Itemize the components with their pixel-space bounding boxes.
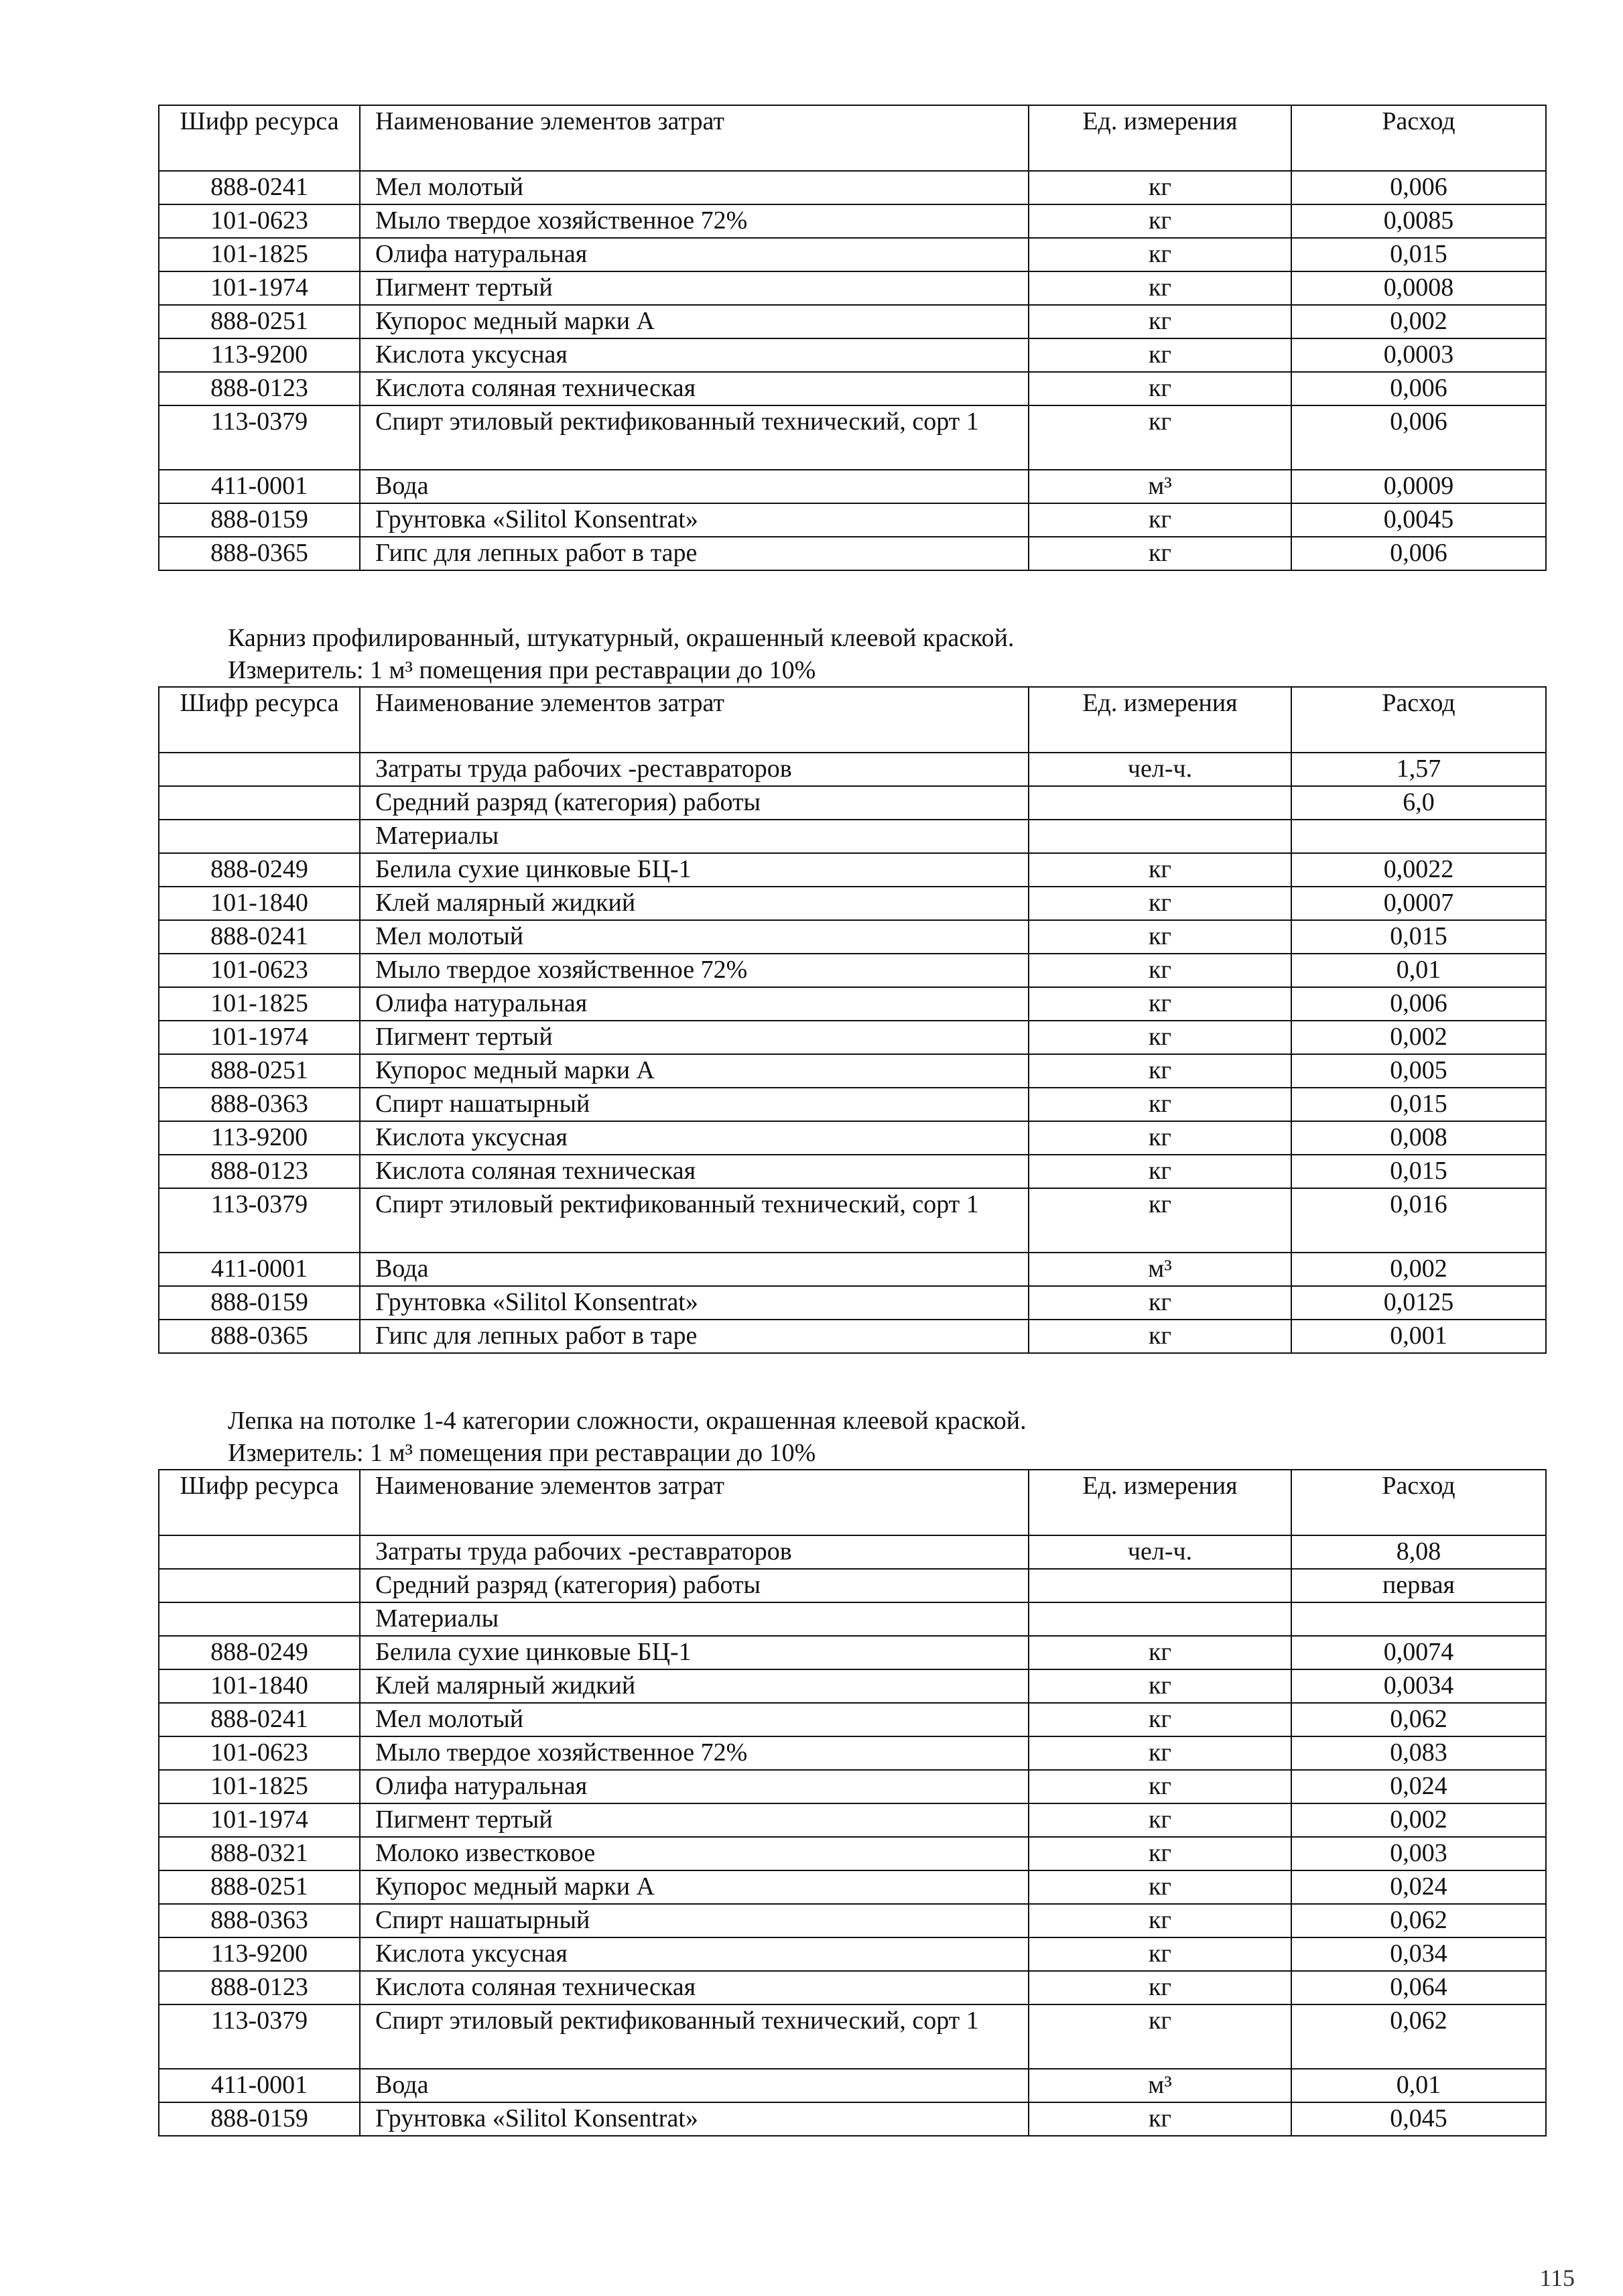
cell-unit: кг bbox=[1029, 238, 1291, 271]
cell-code: 888-0363 bbox=[159, 1904, 360, 1937]
cell-qty: 0,002 bbox=[1291, 1021, 1546, 1054]
cell-name: Пигмент тертый bbox=[360, 271, 1029, 305]
cell-qty bbox=[1291, 1602, 1546, 1636]
cell-qty: 0,006 bbox=[1291, 171, 1546, 204]
cell-qty: 0,006 bbox=[1291, 987, 1546, 1021]
table-row bbox=[159, 405, 1546, 470]
cell-qty: 0,0125 bbox=[1291, 1286, 1546, 1320]
table-row bbox=[159, 2102, 1546, 2136]
cell-qty: 0,083 bbox=[1291, 1736, 1546, 1770]
table-row bbox=[159, 1803, 1546, 1837]
cell-code: 888-0241 bbox=[159, 1703, 360, 1736]
table-row bbox=[159, 1088, 1546, 1121]
cell-qty: 0,005 bbox=[1291, 1054, 1546, 1088]
cell-unit: кг bbox=[1029, 405, 1291, 470]
table-row bbox=[159, 987, 1546, 1021]
section-2 bbox=[158, 622, 1520, 1354]
cell-code: 888-0241 bbox=[159, 171, 360, 204]
table-row bbox=[159, 305, 1546, 338]
cell-code: 101-1825 bbox=[159, 1770, 360, 1803]
cell-qty: 0,015 bbox=[1291, 1155, 1546, 1188]
cell-code: 888-0123 bbox=[159, 1971, 360, 2004]
cell-code bbox=[159, 786, 360, 820]
table-row bbox=[159, 1904, 1546, 1937]
cell-qty: 0,024 bbox=[1291, 1870, 1546, 1904]
cell-code: 888-0363 bbox=[159, 1088, 360, 1121]
col-header-code: Шифр ресурса bbox=[159, 1470, 360, 1535]
cell-qty: 0,0074 bbox=[1291, 1636, 1546, 1669]
col-header-unit: Ед. измерения bbox=[1029, 1470, 1291, 1535]
section-meter: Измеритель: 1 м³ помещения при реставрации до 10% bbox=[228, 656, 816, 684]
cell-name: Мел молотый bbox=[360, 920, 1029, 954]
cell-unit bbox=[1029, 1569, 1291, 1602]
cell-qty: 0,0003 bbox=[1291, 338, 1546, 372]
section-meter: Измеритель: 1 м³ помещения при реставрации до 10% bbox=[228, 1439, 816, 1467]
table-row bbox=[159, 1021, 1546, 1054]
table-row bbox=[159, 470, 1546, 503]
cell-name: Гипс для лепных работ в таре bbox=[360, 1320, 1029, 1353]
table-row bbox=[159, 1320, 1546, 1353]
table-row bbox=[159, 1121, 1546, 1155]
cell-code: 888-0251 bbox=[159, 305, 360, 338]
cell-code bbox=[159, 1569, 360, 1602]
cell-unit: чел-ч. bbox=[1029, 753, 1291, 786]
cell-name: Затраты труда рабочих -реставраторов bbox=[360, 753, 1029, 786]
cell-name: Белила сухие цинковые БЦ-1 bbox=[360, 853, 1029, 887]
cell-name: Спирт этиловый ректификованный технический, сорт 1 bbox=[360, 1188, 1029, 1253]
cell-name: Мыло твердое хозяйственное 72% bbox=[360, 204, 1029, 238]
cell-name: Грунтовка «Silitol Konsentrat» bbox=[360, 2102, 1029, 2136]
cell-unit: кг bbox=[1029, 1870, 1291, 1904]
table-row bbox=[159, 2004, 1546, 2069]
cell-name: Кислота соляная техническая bbox=[360, 372, 1029, 405]
table-row bbox=[159, 887, 1546, 920]
cell-name: Купорос медный марки А bbox=[360, 1870, 1029, 1904]
cell-unit: кг bbox=[1029, 1320, 1291, 1353]
cell-unit: м³ bbox=[1029, 1253, 1291, 1286]
cell-code: 113-9200 bbox=[159, 338, 360, 372]
table-row bbox=[159, 338, 1546, 372]
cell-code: 113-0379 bbox=[159, 1188, 360, 1253]
table-row bbox=[159, 954, 1546, 987]
cell-unit: кг bbox=[1029, 1736, 1291, 1770]
col-header-code: Шифр ресурса bbox=[159, 105, 360, 171]
cell-unit: кг bbox=[1029, 1837, 1291, 1870]
col-header-qty: Расход bbox=[1291, 1470, 1546, 1535]
cell-unit: кг bbox=[1029, 987, 1291, 1021]
cell-code: 888-0159 bbox=[159, 1286, 360, 1320]
cell-qty: 0,002 bbox=[1291, 1253, 1546, 1286]
cell-qty: 0,062 bbox=[1291, 2004, 1546, 2069]
table-body-3 bbox=[159, 1535, 1546, 2136]
cell-code: 888-0159 bbox=[159, 503, 360, 537]
cell-code: 101-0623 bbox=[159, 1736, 360, 1770]
cell-unit: м³ bbox=[1029, 2069, 1291, 2102]
cell-qty: 0,006 bbox=[1291, 372, 1546, 405]
cell-code bbox=[159, 1602, 360, 1636]
cell-unit: кг bbox=[1029, 954, 1291, 987]
cell-qty: 0,002 bbox=[1291, 1803, 1546, 1837]
cell-name: Олифа натуральная bbox=[360, 238, 1029, 271]
cell-unit: кг bbox=[1029, 1904, 1291, 1937]
cell-qty: 6,0 bbox=[1291, 786, 1546, 820]
cell-name: Купорос медный марки А bbox=[360, 305, 1029, 338]
cell-name: Клей малярный жидкий bbox=[360, 1669, 1029, 1703]
table-row bbox=[159, 1569, 1546, 1602]
cell-qty: 0,006 bbox=[1291, 405, 1546, 470]
cell-name: Молоко известковое bbox=[360, 1837, 1029, 1870]
cell-name: Спирт этиловый ректификованный технический, сорт 1 bbox=[360, 2004, 1029, 2069]
cell-unit: кг bbox=[1029, 271, 1291, 305]
table-row bbox=[159, 753, 1546, 786]
cell-qty: 0,034 bbox=[1291, 1937, 1546, 1971]
cell-qty: 0,01 bbox=[1291, 954, 1546, 987]
table-row bbox=[159, 1837, 1546, 1870]
cell-name: Пигмент тертый bbox=[360, 1021, 1029, 1054]
cell-code: 101-1840 bbox=[159, 887, 360, 920]
cell-name: Грунтовка «Silitol Konsentrat» bbox=[360, 503, 1029, 537]
cell-name: Гипс для лепных работ в таре bbox=[360, 537, 1029, 570]
table-row bbox=[159, 1253, 1546, 1286]
table-row bbox=[159, 1736, 1546, 1770]
table-row bbox=[159, 820, 1546, 853]
cell-name: Спирт нашатырный bbox=[360, 1904, 1029, 1937]
cell-qty: 0,0009 bbox=[1291, 470, 1546, 503]
cell-name: Вода bbox=[360, 470, 1029, 503]
table-row bbox=[159, 372, 1546, 405]
table-row bbox=[159, 1669, 1546, 1703]
table-row bbox=[159, 1286, 1546, 1320]
cell-qty: 0,0022 bbox=[1291, 853, 1546, 887]
table-row bbox=[159, 1937, 1546, 1971]
cell-name: Олифа натуральная bbox=[360, 1770, 1029, 1803]
cell-name: Олифа натуральная bbox=[360, 987, 1029, 1021]
cell-qty: 0,003 bbox=[1291, 1837, 1546, 1870]
cell-name: Средний разряд (категория) работы bbox=[360, 1569, 1029, 1602]
cell-unit: кг bbox=[1029, 503, 1291, 537]
cell-unit: кг bbox=[1029, 2102, 1291, 2136]
cell-name: Пигмент тертый bbox=[360, 1803, 1029, 1837]
table-row bbox=[159, 503, 1546, 537]
cell-name: Кислота уксусная bbox=[360, 1937, 1029, 1971]
table-row bbox=[159, 271, 1546, 305]
cell-qty: 1,57 bbox=[1291, 753, 1546, 786]
cell-code: 888-0365 bbox=[159, 1320, 360, 1353]
col-header-unit: Ед. измерения bbox=[1029, 687, 1291, 753]
cell-qty: 0,002 bbox=[1291, 305, 1546, 338]
cell-unit: кг bbox=[1029, 2004, 1291, 2069]
cell-name: Вода bbox=[360, 2069, 1029, 2102]
cell-unit: кг bbox=[1029, 1703, 1291, 1736]
cell-unit: кг bbox=[1029, 1188, 1291, 1253]
cell-name: Материалы bbox=[360, 1602, 1029, 1636]
table-row bbox=[159, 1870, 1546, 1904]
cell-unit: кг bbox=[1029, 1054, 1291, 1088]
table-body-2 bbox=[159, 753, 1546, 1353]
cell-unit: кг bbox=[1029, 1155, 1291, 1188]
cell-qty: 0,062 bbox=[1291, 1703, 1546, 1736]
cell-unit: м³ bbox=[1029, 470, 1291, 503]
cell-code: 888-0251 bbox=[159, 1054, 360, 1088]
cell-code: 101-1974 bbox=[159, 271, 360, 305]
cell-qty: 0,0008 bbox=[1291, 271, 1546, 305]
col-header-unit: Ед. измерения bbox=[1029, 105, 1291, 171]
cell-unit: кг bbox=[1029, 372, 1291, 405]
cell-unit: кг bbox=[1029, 1803, 1291, 1837]
cell-code: 888-0251 bbox=[159, 1870, 360, 1904]
col-header-qty: Расход bbox=[1291, 687, 1546, 753]
col-header-name: Наименование элементов затрат bbox=[360, 105, 1029, 171]
table-row bbox=[159, 786, 1546, 820]
table-row bbox=[159, 1054, 1546, 1088]
cell-name: Средний разряд (категория) работы bbox=[360, 786, 1029, 820]
table-row bbox=[159, 1602, 1546, 1636]
cell-name: Мел молотый bbox=[360, 171, 1029, 204]
cell-name: Белила сухие цинковые БЦ-1 bbox=[360, 1636, 1029, 1669]
cell-unit: кг bbox=[1029, 920, 1291, 954]
cell-unit: кг bbox=[1029, 305, 1291, 338]
cell-unit: кг bbox=[1029, 204, 1291, 238]
cell-unit: кг bbox=[1029, 537, 1291, 570]
cell-name: Затраты труда рабочих -реставраторов bbox=[360, 1535, 1029, 1569]
page-number: 115 bbox=[1539, 2265, 1575, 2291]
col-header-name: Наименование элементов затрат bbox=[360, 687, 1029, 753]
table-row bbox=[159, 171, 1546, 204]
cell-code: 101-1825 bbox=[159, 238, 360, 271]
cell-name: Мыло твердое хозяйственное 72% bbox=[360, 954, 1029, 987]
cell-unit: кг bbox=[1029, 853, 1291, 887]
cell-code: 101-0623 bbox=[159, 204, 360, 238]
resource-table-2 bbox=[158, 686, 1547, 1354]
col-header-code: Шифр ресурса bbox=[159, 687, 360, 753]
cell-unit bbox=[1029, 786, 1291, 820]
cell-code: 113-0379 bbox=[159, 405, 360, 470]
table-header-row bbox=[159, 105, 1546, 171]
cell-name: Грунтовка «Silitol Konsentrat» bbox=[360, 1286, 1029, 1320]
table-row bbox=[159, 1971, 1546, 2004]
cell-name: Спирт этиловый ректификованный технический, сорт 1 bbox=[360, 405, 1029, 470]
cell-qty: 0,0085 bbox=[1291, 204, 1546, 238]
cell-qty: 0,016 bbox=[1291, 1188, 1546, 1253]
cell-qty: 0,01 bbox=[1291, 2069, 1546, 2102]
cell-qty: 0,045 bbox=[1291, 2102, 1546, 2136]
cell-name: Купорос медный марки А bbox=[360, 1054, 1029, 1088]
cell-unit: чел-ч. bbox=[1029, 1535, 1291, 1569]
cell-unit: кг bbox=[1029, 1669, 1291, 1703]
cell-code: 411-0001 bbox=[159, 2069, 360, 2102]
cell-code: 888-0249 bbox=[159, 853, 360, 887]
cell-qty: 0,064 bbox=[1291, 1971, 1546, 2004]
section-title: Лепка на потолке 1-4 категории сложности, окрашенная клеевой краской. bbox=[228, 1407, 1027, 1435]
section-3 bbox=[158, 1405, 1520, 2136]
cell-qty: 0,015 bbox=[1291, 920, 1546, 954]
cell-unit: кг bbox=[1029, 171, 1291, 204]
cell-qty: 0,008 bbox=[1291, 1121, 1546, 1155]
cell-unit: кг bbox=[1029, 1121, 1291, 1155]
cell-code bbox=[159, 753, 360, 786]
cell-unit: кг bbox=[1029, 1971, 1291, 2004]
cell-name: Кислота соляная техническая bbox=[360, 1971, 1029, 2004]
cell-name: Клей малярный жидкий bbox=[360, 887, 1029, 920]
table-row bbox=[159, 920, 1546, 954]
table-row bbox=[159, 204, 1546, 238]
table-row bbox=[159, 1770, 1546, 1803]
cell-code: 101-0623 bbox=[159, 954, 360, 987]
cell-code: 101-1840 bbox=[159, 1669, 360, 1703]
table-header-row bbox=[159, 1470, 1546, 1535]
resource-table-3 bbox=[158, 1469, 1547, 2136]
cell-code: 888-0123 bbox=[159, 1155, 360, 1188]
cell-name: Мыло твердое хозяйственное 72% bbox=[360, 1736, 1029, 1770]
cell-code: 113-9200 bbox=[159, 1121, 360, 1155]
cell-code bbox=[159, 820, 360, 853]
cell-unit: кг bbox=[1029, 1770, 1291, 1803]
cell-code: 101-1974 bbox=[159, 1803, 360, 1837]
cell-unit: кг bbox=[1029, 338, 1291, 372]
table-row bbox=[159, 1535, 1546, 1569]
cell-name: Кислота уксусная bbox=[360, 1121, 1029, 1155]
cell-qty: 0,024 bbox=[1291, 1770, 1546, 1803]
cell-qty bbox=[1291, 820, 1546, 853]
table-block-1 bbox=[158, 105, 1520, 571]
cell-name: Кислота уксусная bbox=[360, 338, 1029, 372]
cell-code: 888-0365 bbox=[159, 537, 360, 570]
cell-unit: кг bbox=[1029, 1021, 1291, 1054]
cell-code: 411-0001 bbox=[159, 470, 360, 503]
table-row bbox=[159, 2069, 1546, 2102]
cell-qty: 0,015 bbox=[1291, 1088, 1546, 1121]
cell-name: Вода bbox=[360, 1253, 1029, 1286]
cell-qty: 0,062 bbox=[1291, 1904, 1546, 1937]
cell-code bbox=[159, 1535, 360, 1569]
table-body-1 bbox=[159, 171, 1546, 570]
cell-code: 101-1974 bbox=[159, 1021, 360, 1054]
cell-name: Кислота соляная техническая bbox=[360, 1155, 1029, 1188]
table-header-row bbox=[159, 687, 1546, 753]
cell-code: 113-9200 bbox=[159, 1937, 360, 1971]
table-row bbox=[159, 1636, 1546, 1669]
cell-qty: 0,0034 bbox=[1291, 1669, 1546, 1703]
table-row bbox=[159, 1188, 1546, 1253]
cell-unit bbox=[1029, 820, 1291, 853]
cell-qty: 0,006 bbox=[1291, 537, 1546, 570]
col-header-name: Наименование элементов затрат bbox=[360, 1470, 1029, 1535]
cell-qty: 0,015 bbox=[1291, 238, 1546, 271]
cell-qty: 0,001 bbox=[1291, 1320, 1546, 1353]
col-header-qty: Расход bbox=[1291, 105, 1546, 171]
cell-code: 113-0379 bbox=[159, 2004, 360, 2069]
section-title: Карниз профилированный, штукатурный, окрашенный клеевой краской. bbox=[228, 624, 1015, 652]
cell-code: 888-0249 bbox=[159, 1636, 360, 1669]
cell-code: 101-1825 bbox=[159, 987, 360, 1021]
cell-code: 411-0001 bbox=[159, 1253, 360, 1286]
resource-table-1 bbox=[158, 105, 1547, 571]
cell-unit: кг bbox=[1029, 1286, 1291, 1320]
cell-code: 888-0159 bbox=[159, 2102, 360, 2136]
cell-name: Спирт нашатырный bbox=[360, 1088, 1029, 1121]
cell-code: 888-0241 bbox=[159, 920, 360, 954]
cell-unit: кг bbox=[1029, 1636, 1291, 1669]
cell-code: 888-0321 bbox=[159, 1837, 360, 1870]
cell-name: Мел молотый bbox=[360, 1703, 1029, 1736]
cell-qty: первая bbox=[1291, 1569, 1546, 1602]
cell-unit: кг bbox=[1029, 887, 1291, 920]
cell-qty: 0,0045 bbox=[1291, 503, 1546, 537]
table-row bbox=[159, 1155, 1546, 1188]
table-row bbox=[159, 238, 1546, 271]
cell-qty: 8,08 bbox=[1291, 1535, 1546, 1569]
cell-unit: кг bbox=[1029, 1937, 1291, 1971]
cell-code: 888-0123 bbox=[159, 372, 360, 405]
cell-unit: кг bbox=[1029, 1088, 1291, 1121]
cell-name: Материалы bbox=[360, 820, 1029, 853]
cell-unit bbox=[1029, 1602, 1291, 1636]
cell-qty: 0,0007 bbox=[1291, 887, 1546, 920]
table-row bbox=[159, 537, 1546, 570]
table-row bbox=[159, 1703, 1546, 1736]
table-row bbox=[159, 853, 1546, 887]
